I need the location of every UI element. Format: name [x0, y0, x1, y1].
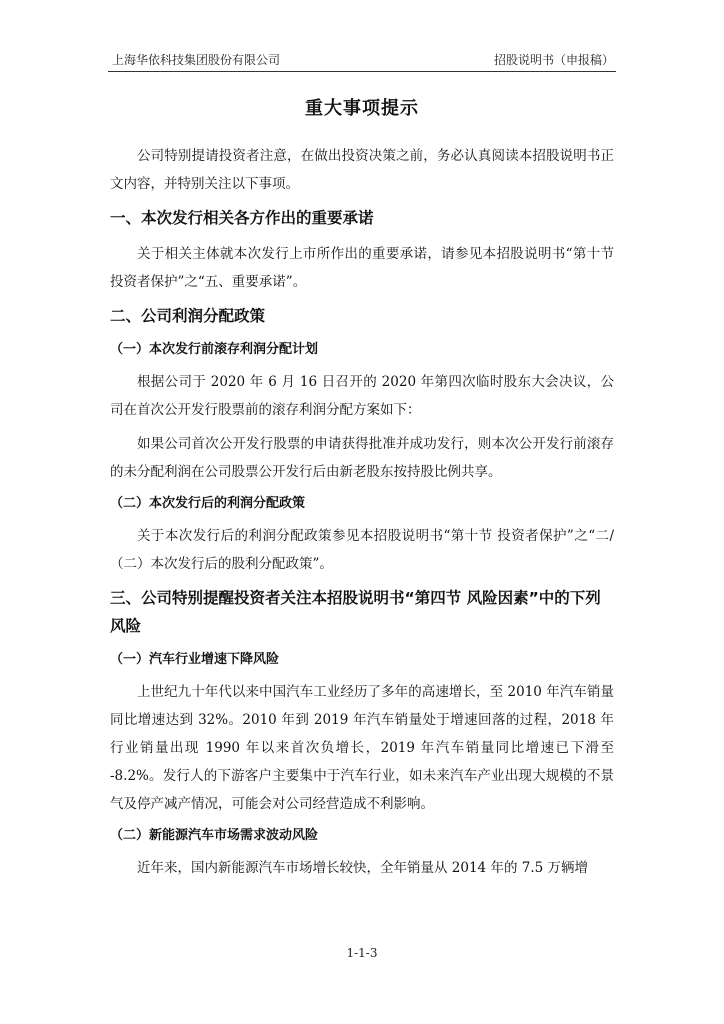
subsection-heading: （二）新能源汽车市场需求波动风险 [110, 828, 319, 843]
header-document-type: 招股说明书（申报稿） [493, 53, 614, 67]
body-paragraph: 近年来，国内新能源汽车市场增长较快，全年销量从 2014 年的 7.5 万辆增 [137, 860, 588, 876]
body-paragraph: 根据公司于 2020 年 6 月 16 日召开的 2020 年第四次临时股东大会决议，公司在首次公开发行股票前的滚存利润分配方案如下： [110, 374, 614, 418]
subsection-heading: （二）本次发行后的利润分配政策 [110, 496, 306, 511]
page-number: 1-1-3 [346, 946, 378, 960]
section-heading: 二、公司利润分配政策 [110, 307, 266, 325]
subsection-heading: （一）本次发行前滚存利润分配计划 [110, 342, 319, 357]
header-rule [108, 71, 616, 72]
body-paragraph: 关于本次发行后的利润分配政策参见本招股说明书“第十节 投资者保护”之“二/（二）本次发行后的股利分配政策”。 [110, 528, 614, 572]
header-company-name: 上海华依科技集团股份有限公司 [112, 53, 281, 67]
body-paragraph: 关于相关主体就本次发行上市所作出的重要承诺，请参见本招股说明书“第十节 投资者保护”之“五、重要承诺”。 [110, 246, 614, 290]
page-header [112, 50, 614, 68]
section-heading: 三、公司特别提醒投资者关注本招股说明书“第四节 风险因素”中的下列风险 [110, 589, 601, 635]
body-paragraph: 上世纪九十年代以来中国汽车工业经历了多年的高速增长，至 2010 年汽车销量同比增速达到 32%。2010 年到 2019 年汽车销量处于增速回落的过程，2018 年行业销量出现 1990 年以来首次负增长，2019 年汽车销量同比增速已下滑至 -8.2%。发行人的下游客户主要集中于汽车行业，如未来汽车产业出现大规模的不景气及停产减产情况，可能会对公司经营造成不利影响。 [110, 684, 614, 812]
page-content [110, 88, 614, 888]
intro-paragraph: 公司特别提请投资者注意，在做出投资决策之前，务必认真阅读本招股说明书正文内容，并特别关注以下事项。 [110, 148, 614, 192]
subsection-heading: （一）汽车行业增速下降风险 [110, 652, 280, 667]
document-title: 重大事项提示 [305, 98, 419, 119]
body-paragraph: 如果公司首次公开发行股票的申请获得批准并成功发行，则本次公开发行前滚存的未分配利润在公司股票公开发行后由新老股东按持股比例共享。 [110, 436, 614, 480]
section-heading: 一、本次发行相关各方作出的重要承诺 [110, 209, 374, 227]
